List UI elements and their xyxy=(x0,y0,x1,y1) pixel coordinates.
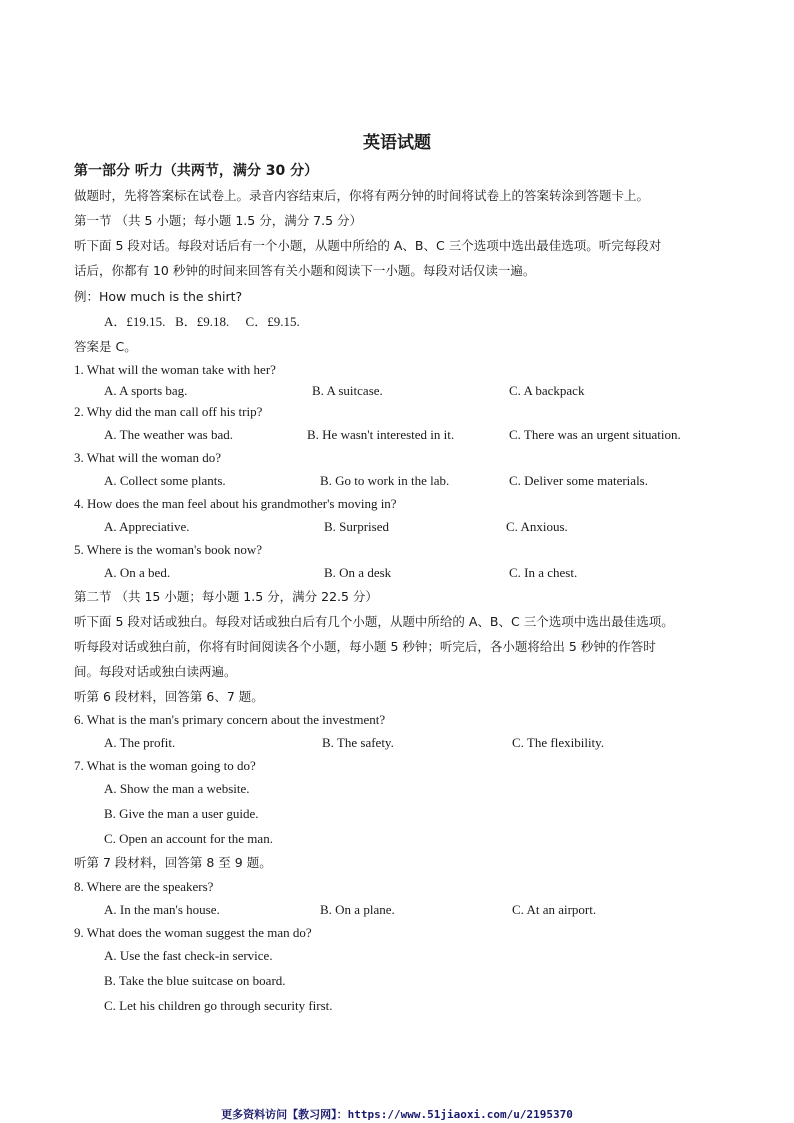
q2-option-c: C. There was an urgent situation. xyxy=(509,427,681,442)
page-title: 英语试题 xyxy=(363,133,431,153)
example-question: 例：How much is the shirt? xyxy=(74,289,243,304)
question-6: 6. What is the man's primary concern about the investment? xyxy=(74,712,386,727)
q2-option-b: B. He wasn't interested in it. xyxy=(307,427,455,442)
material-7-heading: 听第 7 段材料，回答第 8 至 9 题。 xyxy=(74,855,272,870)
question-2: 2. Why did the man call off his trip? xyxy=(74,404,263,419)
section2-heading: 第二节 （共 15 小题；每小题 1.5 分，满分 22.5 分） xyxy=(74,589,378,604)
section2-instructions: 听下面 5 段对话或独白。每段对话或独白后有几个小题，从题中所给的 A、B、C 三个选项中选出最佳选项。 xyxy=(74,614,674,629)
q6-option-c: C. The flexibility. xyxy=(512,735,605,750)
material-6-heading: 听第 6 段材料，回答第 6、7 题。 xyxy=(74,689,264,704)
q3-option-a: A. Collect some plants. xyxy=(104,473,226,488)
q4-option-a: A. Appreciative. xyxy=(104,519,190,534)
section1-instructions: 听下面 5 段对话。每段对话后有一个小题，从题中所给的 A、B、C 三个选项中选出最佳选项。听完每段对 xyxy=(74,238,662,253)
q2-option-a: A. The weather was bad. xyxy=(104,427,233,442)
q3-option-b: B. Go to work in the lab. xyxy=(320,473,450,488)
q8-option-a: A. In the man's house. xyxy=(104,902,220,917)
q6-option-b: B. The safety. xyxy=(322,735,394,750)
question-7: 7. What is the woman going to do? xyxy=(74,758,256,773)
q7-option-c: C. Open an account for the man. xyxy=(104,831,273,846)
q8-option-b: B. On a plane. xyxy=(320,902,395,917)
q1-option-c: C. A backpack xyxy=(509,383,585,398)
question-9: 9. What does the woman suggest the man do? xyxy=(74,925,312,940)
part1-heading: 第一部分 听力（共两节，满分 30 分） xyxy=(74,163,319,179)
q9-option-a: A. Use the fast check-in service. xyxy=(104,948,273,963)
q1-option-b: B. A suitcase. xyxy=(312,383,383,398)
q9-option-c: C. Let his children go through security first. xyxy=(104,998,333,1013)
q4-option-c: C. Anxious. xyxy=(506,519,568,534)
q6-option-a: A. The profit. xyxy=(104,735,176,750)
section2-instructions-cont: 听每段对话或独白前，你将有时间阅读各个小题，每小题 5 秒钟；听完后，各小题将给出 5 秒钟的作答时 xyxy=(74,639,656,654)
q5-option-c: C. In a chest. xyxy=(509,565,578,580)
question-4: 4. How does the man feel about his grandmother's moving in? xyxy=(74,496,397,511)
q7-option-a: A. Show the man a website. xyxy=(104,781,250,796)
intro-text: 做题时，先将答案标在试卷上。录音内容结束后，你将有两分钟的时间将试卷上的答案转涂到答题卡上。 xyxy=(74,188,650,203)
q5-option-a: A. On a bed. xyxy=(104,565,171,580)
section1-instructions-cont: 话后，你都有 10 秒钟的时间来回答有关小题和阅读下一小题。每段对话仅读一遍。 xyxy=(74,263,536,278)
question-5: 5. Where is the woman's book now? xyxy=(74,542,263,557)
section2-instructions-end: 间。每段对话或独白读两遍。 xyxy=(74,664,237,679)
question-8: 8. Where are the speakers? xyxy=(74,879,214,894)
q4-option-b: B. Surprised xyxy=(324,519,389,534)
example-options: A．£19.15. B．£9.18. C．£9.15. xyxy=(104,314,300,329)
question-3: 3. What will the woman do? xyxy=(74,450,222,465)
section1-heading: 第一节 （共 5 小题；每小题 1.5 分，满分 7.5 分） xyxy=(74,213,363,228)
footer-link[interactable]: 更多资料访问【教习网】：https://www.51jiaoxi.com/u/2195370 xyxy=(221,1108,573,1121)
q9-option-b: B. Take the blue suitcase on board. xyxy=(104,973,286,988)
q1-option-a: A. A sports bag. xyxy=(104,383,188,398)
question-1: 1. What will the woman take with her? xyxy=(74,362,276,377)
q8-option-c: C. At an airport. xyxy=(512,902,597,917)
example-answer: 答案是 C。 xyxy=(74,339,137,354)
q5-option-b: B. On a desk xyxy=(324,565,392,580)
q3-option-c: C. Deliver some materials. xyxy=(509,473,648,488)
q7-option-b: B. Give the man a user guide. xyxy=(104,806,259,821)
